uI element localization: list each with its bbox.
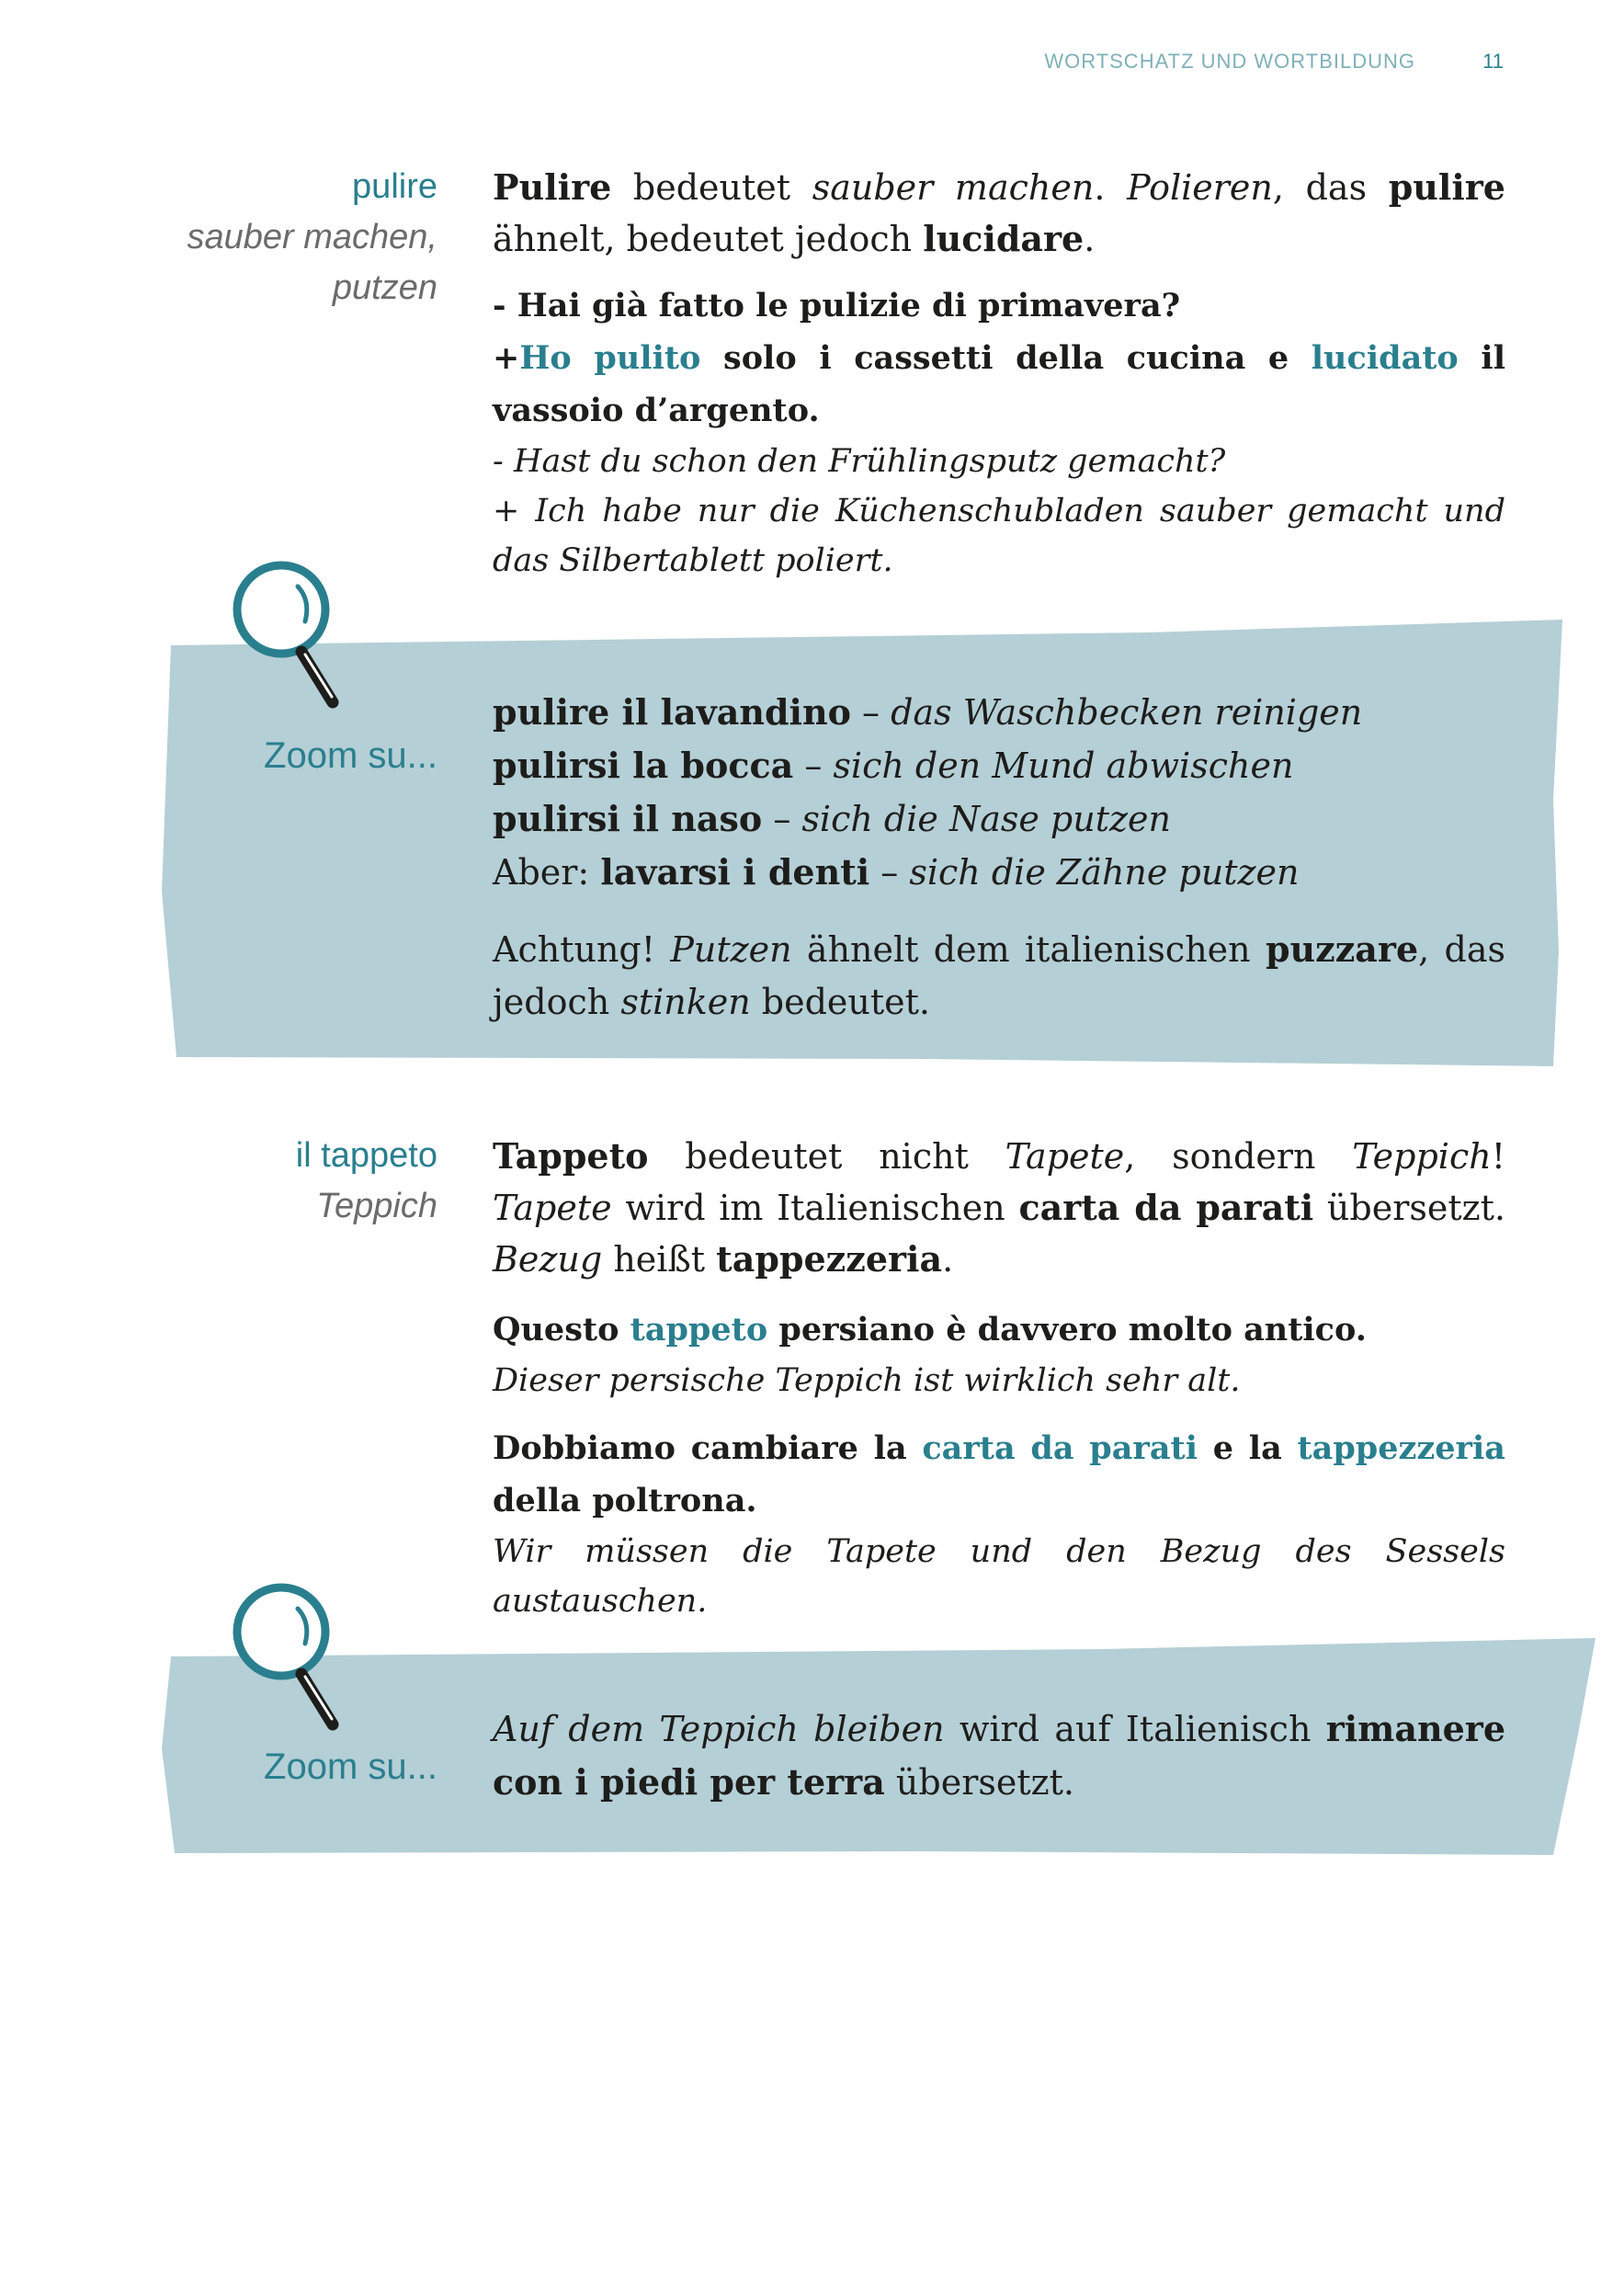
text-run: della poltrona. xyxy=(493,1482,757,1519)
text-run: - Hast du schon den Frühlingsputz gemacht? xyxy=(493,443,1226,480)
italic-term: das Waschbecken reinigen xyxy=(891,692,1363,733)
entry-gloss: Teppich xyxy=(316,1187,437,1225)
bold-term: tappezzeria xyxy=(716,1238,943,1280)
text-run: Aber: xyxy=(493,852,601,893)
entry-intro xyxy=(493,1131,1505,1285)
highlighted-term: tappezzeria xyxy=(1297,1429,1505,1467)
zoom-line xyxy=(493,846,1505,899)
italic-term: Auf dem Teppich bleiben xyxy=(493,1709,945,1749)
text-run: e la xyxy=(1198,1429,1298,1467)
text-run: . xyxy=(1094,167,1128,208)
example-italian xyxy=(493,1303,1505,1356)
italic-term: stinken xyxy=(620,982,751,1022)
bold-term: pulirsi la bocca xyxy=(493,745,794,786)
zoom-label: Zoom su... xyxy=(264,1747,437,1787)
zoom-box xyxy=(0,616,1624,1075)
zoom-box xyxy=(0,1638,1624,1859)
highlighted-term: Ho pulito xyxy=(519,339,701,377)
text-run: ähnelt, bedeutet jedoch xyxy=(493,219,924,259)
highlighted-term: carta da parati xyxy=(922,1429,1198,1467)
running-title: WORTSCHATZ UND WORTBILDUNG xyxy=(1044,50,1415,73)
text-run: + Ich habe nur die Küchenschubladen sauber gemacht und das Silbertablett poliert. xyxy=(493,493,1505,579)
text-run: bedeutet xyxy=(611,167,812,208)
text-run: + xyxy=(493,339,520,377)
italic-term: Teppich xyxy=(1352,1136,1492,1177)
bold-term: carta da parati xyxy=(1018,1187,1314,1228)
example-translation xyxy=(493,1527,1505,1626)
example-translation xyxy=(493,486,1505,586)
italic-term: Bezug xyxy=(493,1239,603,1280)
text-run: Dobbiamo cambiare la xyxy=(493,1429,923,1467)
entry-gloss: putzen xyxy=(332,268,437,307)
entry-pulire-body xyxy=(493,162,1505,586)
bold-term: lucidare xyxy=(923,218,1085,259)
text-run: . xyxy=(942,1239,954,1280)
text-run: - Hai già fatto le pulizie di primavera? xyxy=(493,287,1181,324)
text-run: , sondern xyxy=(1124,1136,1353,1177)
magnifier-icon xyxy=(226,559,346,728)
bold-term: lavarsi i denti xyxy=(600,851,870,893)
bold-term: puzzare xyxy=(1265,928,1419,970)
text-run: persiano è davvero molto antico. xyxy=(767,1311,1367,1349)
italic-term: sich die Zähne putzen xyxy=(909,852,1300,893)
text-run: bedeutet. xyxy=(750,982,930,1022)
italic-term: Putzen xyxy=(670,929,792,970)
text-run: bedeutet nicht xyxy=(648,1136,1005,1177)
text-run: ! xyxy=(1491,1136,1505,1177)
example-italian xyxy=(493,332,1505,437)
entry-term: pulire xyxy=(352,167,437,206)
text-run: übersetzt. xyxy=(1313,1188,1506,1228)
bold-term: pulirsi il naso xyxy=(493,798,763,839)
text-run: il vassoio d’argento. xyxy=(493,339,1505,429)
text-run: ähnelt dem italienischen xyxy=(791,929,1266,970)
text-run: – xyxy=(850,692,891,733)
text-run: wird auf Italienisch xyxy=(944,1709,1326,1749)
italic-term: Tapete xyxy=(493,1188,612,1228)
entry-gloss: sauber machen, xyxy=(187,218,437,256)
example-italian xyxy=(493,1422,1505,1527)
zoom-note xyxy=(493,1702,1505,1809)
entry-tappeto-body xyxy=(493,1131,1505,1626)
zoom-content xyxy=(493,1702,1505,1809)
text-run: – xyxy=(762,799,802,839)
magnifier-icon xyxy=(226,1581,346,1750)
text-run: übersetzt. xyxy=(884,1762,1074,1803)
text-run: Questo xyxy=(493,1311,630,1349)
entry-tappeto-margin xyxy=(138,1131,437,1232)
page-number: 11 xyxy=(1482,50,1504,73)
text-run: heißt xyxy=(602,1239,717,1280)
text-run: , das jedoch xyxy=(493,929,1506,1022)
text-run: Wir müssen die Tapete und den Bezug des Sessels austauschen. xyxy=(493,1533,1505,1620)
text-run: solo i cassetti della cucina e xyxy=(700,339,1312,377)
zoom-label: Zoom su... xyxy=(264,735,437,776)
zoom-line xyxy=(493,792,1505,846)
text-run: wird im Italienischen xyxy=(611,1188,1019,1228)
text-run: – xyxy=(869,852,910,893)
zoom-note xyxy=(493,923,1505,1029)
text-run: Achtung! xyxy=(493,929,671,970)
example-translation xyxy=(493,437,1505,486)
bold-term: pulire xyxy=(1388,166,1505,208)
zoom-line xyxy=(493,686,1505,739)
text-run: Dieser persische Teppich ist wirklich sehr alt. xyxy=(493,1362,1241,1399)
italic-term: Polieren xyxy=(1127,167,1273,208)
zoom-line xyxy=(493,739,1505,792)
entry-pulire-margin xyxy=(138,162,437,313)
example-italian xyxy=(493,279,1505,332)
entry-term: il tappeto xyxy=(295,1136,437,1175)
bold-term: Pulire xyxy=(493,166,612,208)
italic-term: sauber machen xyxy=(812,167,1095,208)
entry-intro xyxy=(493,162,1505,265)
text-run: . xyxy=(1084,219,1096,259)
highlighted-term: tappeto xyxy=(630,1311,768,1349)
text-run: – xyxy=(793,745,834,786)
highlighted-term: lucidato xyxy=(1311,339,1459,377)
example-translation xyxy=(493,1356,1505,1405)
italic-term: Tapete xyxy=(1005,1136,1125,1177)
bold-term: rimanere con i piedi per terra xyxy=(493,1708,1506,1803)
bold-term: Tappeto xyxy=(493,1135,649,1177)
italic-term: sich den Mund abwischen xyxy=(833,745,1294,786)
text-run: , das xyxy=(1272,167,1389,208)
bold-term: pulire il lavandino xyxy=(493,691,851,733)
zoom-content xyxy=(493,686,1505,1029)
italic-term: sich die Nase putzen xyxy=(801,799,1171,839)
